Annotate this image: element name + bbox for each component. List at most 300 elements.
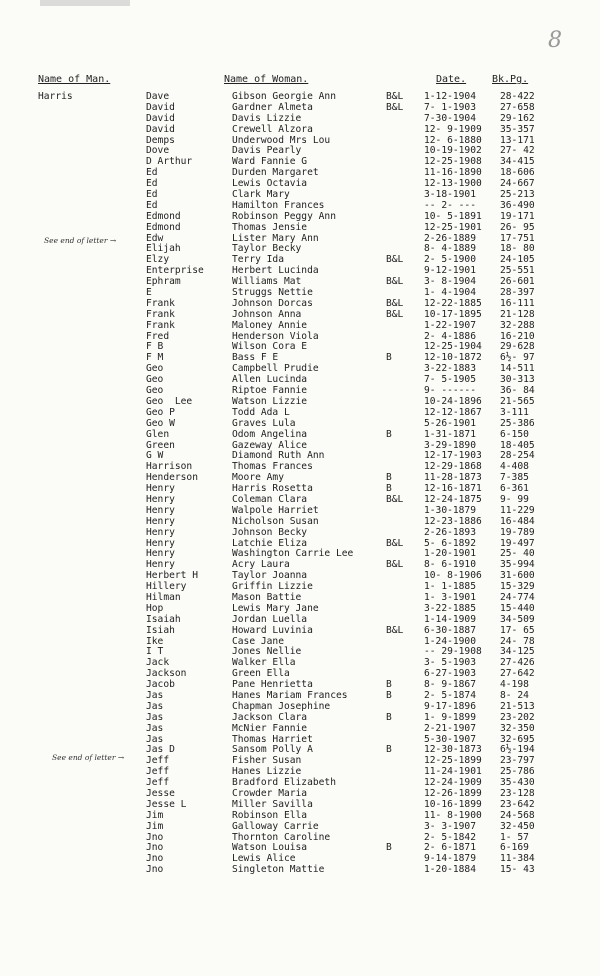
woman-name: Latchie Eliza (232, 537, 308, 549)
given-name: Ed (146, 199, 158, 211)
given-name: Jno (146, 831, 164, 843)
book-page: 21-565 (500, 395, 535, 407)
book-page: 32-288 (500, 319, 535, 331)
woman-name: Jordan Luella (232, 613, 308, 625)
marriage-date: 10-17-1895 (424, 308, 482, 320)
woman-name: Graves Lula (232, 417, 296, 429)
record-row (0, 865, 600, 876)
book-page: 27-426 (500, 657, 535, 669)
woman-name: Robinson Ella (232, 809, 308, 821)
marriage-date: 11-16-1890 (424, 167, 482, 179)
given-name: Harrison (146, 461, 193, 473)
woman-name: Acry Laura (232, 559, 290, 571)
given-name: Edw (146, 232, 164, 244)
given-name: E (146, 287, 152, 299)
marriage-date: -- 29-1908 (424, 646, 482, 658)
book-page: 15- 43 (500, 864, 535, 876)
woman-name: Wilson Cora E (232, 341, 308, 353)
marriage-date: 1-24-1900 (424, 635, 476, 647)
woman-name: Pane Henrietta (232, 679, 313, 691)
woman-name: Fisher Susan (232, 755, 302, 767)
record-code: B&L (386, 624, 404, 636)
marriage-date: 5-26-1901 (424, 417, 476, 429)
woman-name: Chapman Josephine (232, 700, 331, 712)
marriage-date: 3-22-1885 (424, 602, 476, 614)
woman-name: Robinson Peggy Ann (232, 210, 336, 222)
given-name: Green (146, 439, 175, 451)
marriage-date: 9- ------ (424, 385, 476, 397)
given-name: Jno (146, 853, 164, 865)
record-row (0, 528, 600, 539)
marriage-date: 12-25-1908 (424, 156, 482, 168)
given-name: Jim (146, 809, 164, 821)
book-page: 4-408 (500, 461, 529, 473)
book-page: 29-628 (500, 341, 535, 353)
record-code: B&L (386, 559, 404, 571)
marriage-date: 7- 5-1905 (424, 374, 476, 386)
book-page: 34-415 (500, 156, 535, 168)
record-code: B&L (386, 297, 404, 309)
marriage-date: 11-28-1873 (424, 472, 482, 484)
header-book-page: Bk.Pg. (492, 74, 529, 85)
given-name: Frank (146, 297, 175, 309)
record-row (0, 223, 600, 234)
marriage-date: 12-29-1868 (424, 461, 482, 473)
marriage-date: 12- 9-1909 (424, 123, 482, 135)
record-code: B&L (386, 493, 404, 505)
marriage-date: 12-12-1867 (424, 406, 482, 418)
marriage-date: 1- 3-1901 (424, 591, 476, 603)
given-name: Jesse L (146, 798, 187, 810)
page-number: 8 (548, 28, 562, 53)
given-name: Edmond (146, 210, 181, 222)
woman-name: Lister Mary Ann (232, 232, 319, 244)
marriage-date: 5-30-1907 (424, 733, 476, 745)
header-name-of-man: Name of Man. (38, 74, 111, 85)
book-page: 21-128 (500, 308, 535, 320)
given-name: Geo (146, 363, 164, 375)
marriage-date: 8- 9-1867 (424, 679, 476, 691)
woman-name: Nicholson Susan (232, 515, 319, 527)
marriage-date: 12-24-1875 (424, 493, 482, 505)
marriage-date: 7-30-1904 (424, 112, 476, 124)
given-name: Henry (146, 526, 175, 538)
woman-name: McNier Fannie (232, 722, 308, 734)
marriage-date: 9-14-1879 (424, 853, 476, 865)
marriage-date: 12-30-1873 (424, 744, 482, 756)
given-name: Jesse (146, 788, 175, 799)
record-code: B&L (386, 254, 404, 266)
woman-name: Johnson Becky (232, 526, 308, 538)
book-page: 24-774 (500, 591, 535, 603)
record-row (0, 125, 600, 136)
given-name: Jas (146, 700, 164, 712)
book-page: 13-171 (500, 134, 535, 146)
marriage-date: 3-29-1890 (424, 439, 476, 451)
woman-name: Lewis Alice (232, 853, 296, 865)
record-code: B (386, 711, 392, 723)
book-page: 16-484 (500, 515, 535, 527)
marriage-date: 1- 1-1885 (424, 581, 476, 593)
given-name: Jas (146, 733, 164, 745)
record-row (0, 822, 600, 833)
top-margin-mark (40, 0, 130, 6)
marriage-date: 6-30-1887 (424, 624, 476, 636)
book-page: 25- 40 (500, 548, 535, 560)
marriage-date: 1-22-1907 (424, 319, 476, 331)
book-page: 18-405 (500, 439, 535, 451)
given-name: Jas D (146, 744, 175, 756)
woman-name: Case Jane (232, 635, 284, 647)
marriage-date: 8- 6-1910 (424, 559, 476, 571)
book-page: 7-385 (500, 472, 529, 484)
book-page: 28-254 (500, 450, 535, 462)
given-name: Jas (146, 722, 164, 734)
given-name: Henry (146, 548, 175, 560)
record-code: B (386, 472, 392, 484)
record-code: B (386, 352, 392, 364)
marriage-date: 10-16-1899 (424, 798, 482, 810)
woman-name: Davis Lizzie (232, 112, 302, 124)
woman-name: Bradford Elizabeth (232, 777, 336, 789)
given-name: Enterprise (146, 265, 204, 277)
given-name: Ed (146, 189, 158, 201)
given-name: Jack (146, 657, 170, 669)
given-name: Jeff (146, 777, 170, 789)
book-page: 6-150 (500, 428, 529, 440)
book-page: 16-111 (500, 297, 535, 309)
given-name: Hop (146, 602, 164, 614)
woman-name: Struggs Nettie (232, 287, 313, 299)
woman-name: Diamond Ruth Ann (232, 450, 325, 462)
book-page: 23-128 (500, 788, 535, 799)
given-name: Edmond (146, 221, 181, 233)
book-page: 17- 65 (500, 624, 535, 636)
woman-name: Thomas Frances (232, 461, 313, 473)
book-page: 27-642 (500, 668, 535, 680)
marriage-date: 1- 9-1899 (424, 711, 476, 723)
book-page: 21-513 (500, 700, 535, 712)
woman-name: Sansom Polly A (232, 744, 313, 756)
given-name: Elzy (146, 254, 170, 266)
woman-name: Williams Mat (232, 276, 302, 288)
woman-name: Durden Margaret (232, 167, 319, 179)
book-page: 32-350 (500, 722, 535, 734)
book-page: 23-797 (500, 755, 535, 767)
given-name: Henry (146, 515, 175, 527)
given-name: Jno (146, 864, 164, 876)
book-page: 29-162 (500, 112, 535, 124)
marriage-date: 12-24-1909 (424, 777, 482, 789)
book-page: 4-198 (500, 679, 529, 691)
woman-name: Moore Amy (232, 472, 284, 484)
woman-name: Bass F E (232, 352, 279, 364)
book-page: 1- 57 (500, 831, 529, 843)
marriage-date: 12-13-1900 (424, 178, 482, 190)
book-page: 23-202 (500, 711, 535, 723)
marriage-date: 2- 4-1886 (424, 330, 476, 342)
book-page: 27-658 (500, 101, 535, 113)
marriage-date: 3- 5-1903 (424, 657, 476, 669)
book-page: 15-440 (500, 602, 535, 614)
given-name: Jackson (146, 668, 187, 680)
given-name: D Arthur (146, 156, 193, 168)
given-name: Ed (146, 178, 158, 190)
marriage-date: 2- 6-1871 (424, 842, 476, 854)
woman-name: Harris Rosetta (232, 483, 313, 495)
marriage-date: 12-17-1903 (424, 450, 482, 462)
marriage-date: 8- 4-1889 (424, 243, 476, 255)
woman-name: Allen Lucinda (232, 374, 308, 386)
book-page: 28-422 (500, 91, 535, 102)
given-name: I T (146, 646, 164, 658)
marriage-date: 1-31-1871 (424, 428, 476, 440)
marriage-date: 7- 1-1903 (424, 101, 476, 113)
book-page: 11-384 (500, 853, 535, 865)
woman-name: Clark Mary (232, 189, 290, 201)
given-name: Herbert H (146, 570, 198, 582)
marriage-date: 1-12-1904 (424, 91, 476, 102)
woman-name: Thomas Jensie (232, 221, 308, 233)
marriage-date: 9-12-1901 (424, 265, 476, 277)
given-name: Henry (146, 559, 175, 571)
woman-name: Crowder Maria (232, 788, 308, 799)
book-page: 24-568 (500, 809, 535, 821)
book-page: 3-111 (500, 406, 529, 418)
marriage-date: -- 2- --- (424, 199, 476, 211)
given-name: Henry (146, 483, 175, 495)
woman-name: Thornton Caroline (232, 831, 331, 843)
given-name: David (146, 112, 175, 124)
given-name: Demps (146, 134, 175, 146)
marriage-date: 12- 6-1880 (424, 134, 482, 146)
given-name: Isaiah (146, 613, 181, 625)
book-page: 25-551 (500, 265, 535, 277)
record-code: B&L (386, 276, 404, 288)
given-name: Frank (146, 319, 175, 331)
book-page: 24- 78 (500, 635, 535, 647)
record-code: B&L (386, 91, 404, 102)
book-page: 18- 80 (500, 243, 535, 255)
given-name: Jas (146, 711, 164, 723)
record-code: B (386, 842, 392, 854)
woman-name: Todd Ada L (232, 406, 290, 418)
woman-name: Riptoe Fannie (232, 385, 308, 397)
given-name: Henry (146, 537, 175, 549)
woman-name: Griffin Lizzie (232, 581, 313, 593)
marriage-date: 12-25-1901 (424, 221, 482, 233)
woman-name: Odom Angelina (232, 428, 308, 440)
book-page: 35-430 (500, 777, 535, 789)
given-name: Jas (146, 689, 164, 701)
book-page: 32-450 (500, 820, 535, 832)
book-page: 19-497 (500, 537, 535, 549)
record-row (0, 724, 600, 735)
record-code: B (386, 689, 392, 701)
woman-name: Davis Pearly (232, 145, 302, 157)
marriage-date: 2- 5-1900 (424, 254, 476, 266)
given-name: Jno (146, 842, 164, 854)
record-code: B (386, 428, 392, 440)
marriage-date: 6-27-1903 (424, 668, 476, 680)
given-name: Hilman (146, 591, 181, 603)
surname: Harris (38, 91, 73, 102)
record-code: B (386, 679, 392, 691)
woman-name: Herbert Lucinda (232, 265, 319, 277)
marriage-date: 12-10-1872 (424, 352, 482, 364)
book-page: 25-386 (500, 417, 535, 429)
given-name: David (146, 123, 175, 135)
book-page: 15-329 (500, 581, 535, 593)
woman-name: Hanes Lizzie (232, 766, 302, 778)
book-page: 30-313 (500, 374, 535, 386)
woman-name: Green Ella (232, 668, 290, 680)
woman-name: Jones Nellie (232, 646, 302, 658)
book-page: 19-789 (500, 526, 535, 538)
woman-name: Crewell Alzora (232, 123, 313, 135)
marriage-date: 10-19-1902 (424, 145, 482, 157)
marriage-date: 2-26-1893 (424, 526, 476, 538)
marriage-date: 2- 5-1842 (424, 831, 476, 843)
woman-name: Henderson Viola (232, 330, 319, 342)
record-code: B (386, 483, 392, 495)
woman-name: Terry Ida (232, 254, 284, 266)
marriage-date: 5- 6-1892 (424, 537, 476, 549)
given-name: Geo (146, 374, 164, 386)
see-end-of-letter-note (44, 236, 116, 245)
marriage-date: 1-20-1901 (424, 548, 476, 560)
book-page: 32-695 (500, 733, 535, 745)
woman-name: Maloney Annie (232, 319, 308, 331)
book-page: 6-169 (500, 842, 529, 854)
given-name: Henry (146, 493, 175, 505)
woman-name: Johnson Dorcas (232, 297, 313, 309)
marriage-date: 12-26-1899 (424, 788, 482, 799)
given-name: Ed (146, 167, 158, 179)
woman-name: Mason Battie (232, 591, 302, 603)
book-page: 6½-194 (500, 744, 535, 756)
given-name: Jim (146, 820, 164, 832)
record-code: B (386, 744, 392, 756)
given-name: Geo (146, 385, 164, 397)
given-name: Henry (146, 504, 175, 516)
book-page: 26-601 (500, 276, 535, 288)
book-page: 8- 24 (500, 689, 529, 701)
marriage-date: 2- 5-1874 (424, 689, 476, 701)
book-page: 6½- 97 (500, 352, 535, 364)
given-name: Hillery (146, 581, 187, 593)
woman-name: Watson Louisa (232, 842, 308, 854)
woman-name: Gazeway Alice (232, 439, 308, 451)
given-name: F B (146, 341, 164, 353)
marriage-date: 10-24-1896 (424, 395, 482, 407)
marriage-date: 11- 8-1900 (424, 809, 482, 821)
book-page: 25-786 (500, 766, 535, 778)
record-row (0, 430, 600, 441)
book-page: 28-397 (500, 287, 535, 299)
book-page: 11-229 (500, 504, 535, 516)
given-name: Jeff (146, 766, 170, 778)
given-name: Geo Lee (146, 395, 193, 407)
record-code: B&L (386, 308, 404, 320)
marriage-date: 9-17-1896 (424, 700, 476, 712)
note-text: See end of letter (44, 236, 108, 245)
book-page: 18-606 (500, 167, 535, 179)
book-page: 35-357 (500, 123, 535, 135)
woman-name: Campbell Prudie (232, 363, 319, 375)
woman-name: Hamilton Frances (232, 199, 325, 211)
marriage-date: 3- 8-1904 (424, 276, 476, 288)
marriage-date: 1-20-1884 (424, 864, 476, 876)
given-name: Geo P (146, 406, 175, 418)
woman-name: Coleman Clara (232, 493, 308, 505)
woman-name: Underwood Mrs Lou (232, 134, 331, 146)
given-name: Elijah (146, 243, 181, 255)
marriage-date: 3-22-1883 (424, 363, 476, 375)
woman-name: Taylor Becky (232, 243, 302, 255)
record-row (0, 626, 600, 637)
woman-name: Galloway Carrie (232, 820, 319, 832)
woman-name: Taylor Joanna (232, 570, 308, 582)
marriage-date: 12-22-1885 (424, 297, 482, 309)
book-page: 24-105 (500, 254, 535, 266)
book-page: 36- 84 (500, 385, 535, 397)
woman-name: Hanes Mariam Frances (232, 689, 348, 701)
woman-name: Thomas Harriet (232, 733, 313, 745)
arrow-right-icon: → (117, 753, 125, 762)
book-page: 35-994 (500, 559, 535, 571)
marriage-date: 3-18-1901 (424, 189, 476, 201)
book-page: 27- 42 (500, 145, 535, 157)
woman-name: Lewis Octavia (232, 178, 308, 190)
book-page: 31-600 (500, 570, 535, 582)
see-end-of-letter-note (52, 753, 124, 762)
book-page: 36-490 (500, 199, 535, 211)
book-page: 34-125 (500, 646, 535, 658)
marriage-date: 3- 3-1907 (424, 820, 476, 832)
book-page: 6-361 (500, 483, 529, 495)
marriage-date: 1- 4-1904 (424, 287, 476, 299)
woman-name: Lewis Mary Jane (232, 602, 319, 614)
given-name: Geo W (146, 417, 175, 429)
given-name: Frank (146, 308, 175, 320)
record-row (0, 419, 600, 430)
marriage-date: 10- 8-1906 (424, 570, 482, 582)
woman-name: Gibson Georgie Ann (232, 91, 336, 102)
given-name: Henderson (146, 472, 198, 484)
given-name: G W (146, 450, 164, 462)
marriage-date: 10- 5-1891 (424, 210, 482, 222)
given-name: Ephram (146, 276, 181, 288)
given-name: Glen (146, 428, 170, 440)
book-page: 24-667 (500, 178, 535, 190)
woman-name: Washington Carrie Lee (232, 548, 354, 560)
book-page: 19-171 (500, 210, 535, 222)
marriage-date: 1-14-1909 (424, 613, 476, 625)
marriage-date: 12-16-1871 (424, 483, 482, 495)
woman-name: Walker Ella (232, 657, 296, 669)
marriage-date: 12-23-1886 (424, 515, 482, 527)
woman-name: Ward Fannie G (232, 156, 308, 168)
marriage-date: 12-25-1904 (424, 341, 482, 353)
woman-name: Singleton Mattie (232, 864, 325, 876)
header-name-of-woman: Name of Woman. (224, 74, 309, 85)
given-name: F M (146, 352, 164, 364)
book-page: 34-509 (500, 613, 535, 625)
marriage-date: 1-30-1879 (424, 504, 476, 516)
woman-name: Gardner Almeta (232, 101, 313, 113)
record-code: B&L (386, 537, 404, 549)
